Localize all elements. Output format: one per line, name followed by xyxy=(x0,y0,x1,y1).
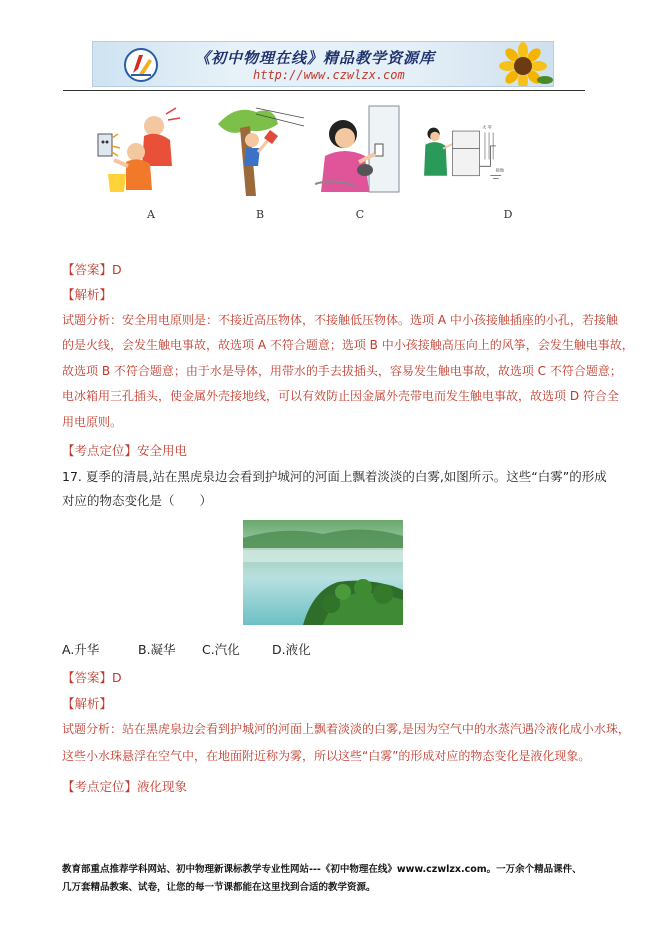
q17-stem-line2: 对应的物态变化是（ ） xyxy=(62,493,213,508)
q17-fog-river-photo xyxy=(243,520,403,625)
q16-answer-value: D xyxy=(112,262,122,277)
q17-option-b: B.凝华 xyxy=(138,642,176,657)
banner-title: 《初中物理在线》精品教学资源库 xyxy=(195,49,436,67)
q16-analysis-tag: 【解析】 xyxy=(62,287,113,302)
sunflower-icon xyxy=(493,42,554,87)
q17-answer-row xyxy=(62,667,122,686)
q16-answer-tag: 【答案】 xyxy=(62,262,113,277)
q17-analysis-line: 试题分析：站在黑虎泉边会看到护城河的河面上飘着淡淡的白雾,是因为空气中的水蒸汽遇冷液化成小水珠， xyxy=(62,722,630,736)
q16-analysis-line: 电冰箱用三孔插头，使金属外壳接地线，可以有效防止因金属外壳带电而发生触电事故，故选项 D 符合全 xyxy=(62,389,619,403)
q17-answer-tag: 【答案】 xyxy=(62,670,113,685)
svg-text:接地: 接地 xyxy=(495,167,504,173)
q17-option-c: C.汽化 xyxy=(202,642,240,657)
q17-analysis-tag: 【解析】 xyxy=(62,696,113,711)
figure-d-fridge-three-prong xyxy=(420,104,508,196)
q17-keypoint-tag: 【考点定位】 xyxy=(62,779,138,794)
q17-option-a: A.升华 xyxy=(62,642,100,657)
figure-label-c: C xyxy=(355,208,365,221)
figure-a-child-touching-socket xyxy=(96,104,184,196)
q16-analysis-line: 的是火线，会发生触电事故，故选项 A 不符合题意；选项 B 中小孩接触高压向上的风筝，会发生触电事故， xyxy=(62,338,634,352)
q16-analysis-line: 用电原则。 xyxy=(62,415,123,429)
q16-analysis-line: 试题分析：安全用电原则是：不接近高压物体，不接触低压物体。选项 A 中小孩接触插座的小孔，若接触 xyxy=(62,313,618,327)
header-divider xyxy=(63,90,585,91)
banner-url[interactable]: http://www.czwlzx.com xyxy=(253,68,405,82)
header-banner xyxy=(92,41,554,87)
svg-text:零: 零 xyxy=(487,124,492,130)
q16-keypoint-row xyxy=(62,440,187,459)
q17-stem-line1: 17. 夏季的清晨,站在黑虎泉边会看到护城河的河面上飘着淡淡的白雾,如图所示。这些“白雾”的形成 xyxy=(62,469,607,484)
site-logo-icon xyxy=(123,47,159,83)
q16-analysis-line: 故选项 B 不符合题意；由于水是导体，用带水的手去拔插头，容易发生触电事故，故选项 C 不符合题意； xyxy=(62,364,622,378)
q17-option-d: D.液化 xyxy=(272,642,311,657)
footer-line1: 教育部重点推荐学科网站、初中物理新课标教学专业性网站---《初中物理在线》www.czwlzx.com。一万余个精品课件、 xyxy=(62,864,582,875)
q17-keypoint-row xyxy=(62,776,187,795)
figure-label-d: D xyxy=(503,208,513,221)
figure-c-wet-hands-plug xyxy=(315,104,403,196)
q16-keypoint-tag: 【考点定位】 xyxy=(62,443,138,458)
q17-answer-value: D xyxy=(112,670,122,685)
q16-keypoint-value: 安全用电 xyxy=(137,443,188,458)
footer-line2: 几万套精品教案、试卷，让您的每一节课都能在这里找到合适的教学资源。 xyxy=(62,882,376,893)
footer xyxy=(62,861,582,893)
q17-keypoint-value: 液化现象 xyxy=(137,779,188,794)
q16-answer-row xyxy=(62,259,122,278)
figure-label-b: B xyxy=(255,208,265,221)
svg-text:火: 火 xyxy=(482,124,487,130)
figure-b-child-in-tree-kite xyxy=(216,104,304,196)
q17-analysis-line: 这些小水珠悬浮在空气中，在地面附近称为雾，所以这些“白雾”的形成对应的物态变化是液化现象。 xyxy=(62,749,591,763)
figure-label-a: A xyxy=(147,208,155,221)
